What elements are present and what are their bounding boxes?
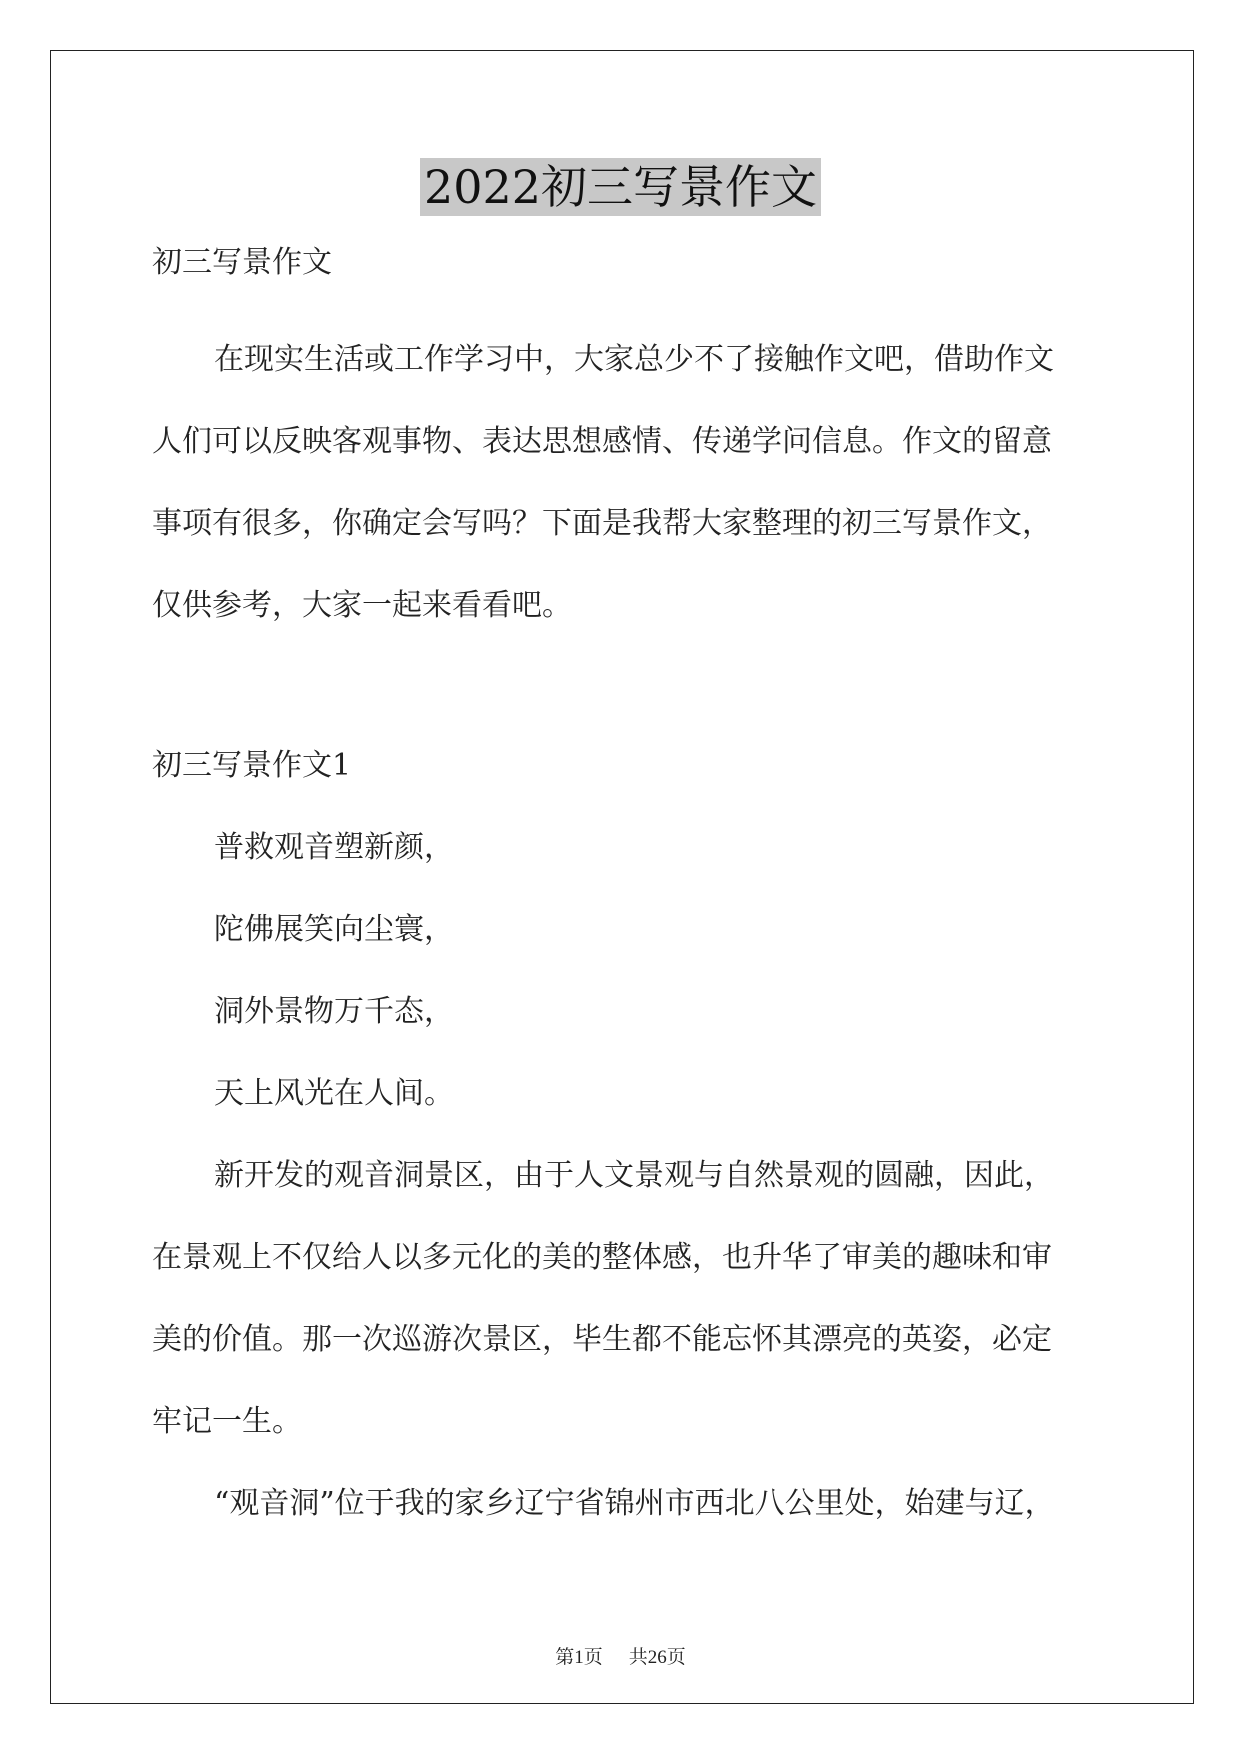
title-container bbox=[0, 158, 1241, 216]
section-heading: 初三写景作文1 bbox=[152, 748, 352, 783]
poem-line: 洞外景物万千态， bbox=[214, 994, 454, 1029]
poem-line: 陀佛展笑向尘寰， bbox=[214, 912, 454, 947]
paragraph-line: “观音洞”位于我的家乡辽宁省锦州市西北八公里处，始建与辽， bbox=[214, 1486, 1055, 1521]
document-title: 2022初三写景作文 bbox=[420, 158, 821, 216]
paragraph-line: 美的价值。那一次巡游次景区，毕生都不能忘怀其漂亮的英姿，必定 bbox=[152, 1322, 1052, 1357]
paragraph-line: 人们可以反映客观事物、表达思想感情、传递学问信息。作文的留意 bbox=[152, 424, 1052, 459]
paragraph-line: 事项有很多，你确定会写吗？下面是我帮大家整理的初三写景作文， bbox=[152, 506, 1052, 541]
paragraph-line: 牢记一生。 bbox=[152, 1404, 302, 1439]
page-footer bbox=[0, 1642, 1241, 1669]
page-total: 共26页 bbox=[628, 1647, 686, 1668]
page-number: 第1页 bbox=[555, 1647, 603, 1668]
paragraph-line: 仅供参考，大家一起来看看吧。 bbox=[152, 588, 572, 623]
paragraph-line: 新开发的观音洞景区，由于人文景观与自然景观的圆融，因此， bbox=[214, 1158, 1054, 1193]
page-border bbox=[50, 50, 1194, 1704]
section-heading: 初三写景作文 bbox=[152, 245, 332, 280]
paragraph-line: 在景观上不仅给人以多元化的美的整体感，也升华了审美的趣味和审 bbox=[152, 1240, 1052, 1275]
paragraph-line: 在现实生活或工作学习中，大家总少不了接触作文吧，借助作文 bbox=[214, 342, 1054, 377]
poem-line: 天上风光在人间。 bbox=[214, 1076, 454, 1111]
poem-line: 普救观音塑新颜， bbox=[214, 830, 454, 865]
